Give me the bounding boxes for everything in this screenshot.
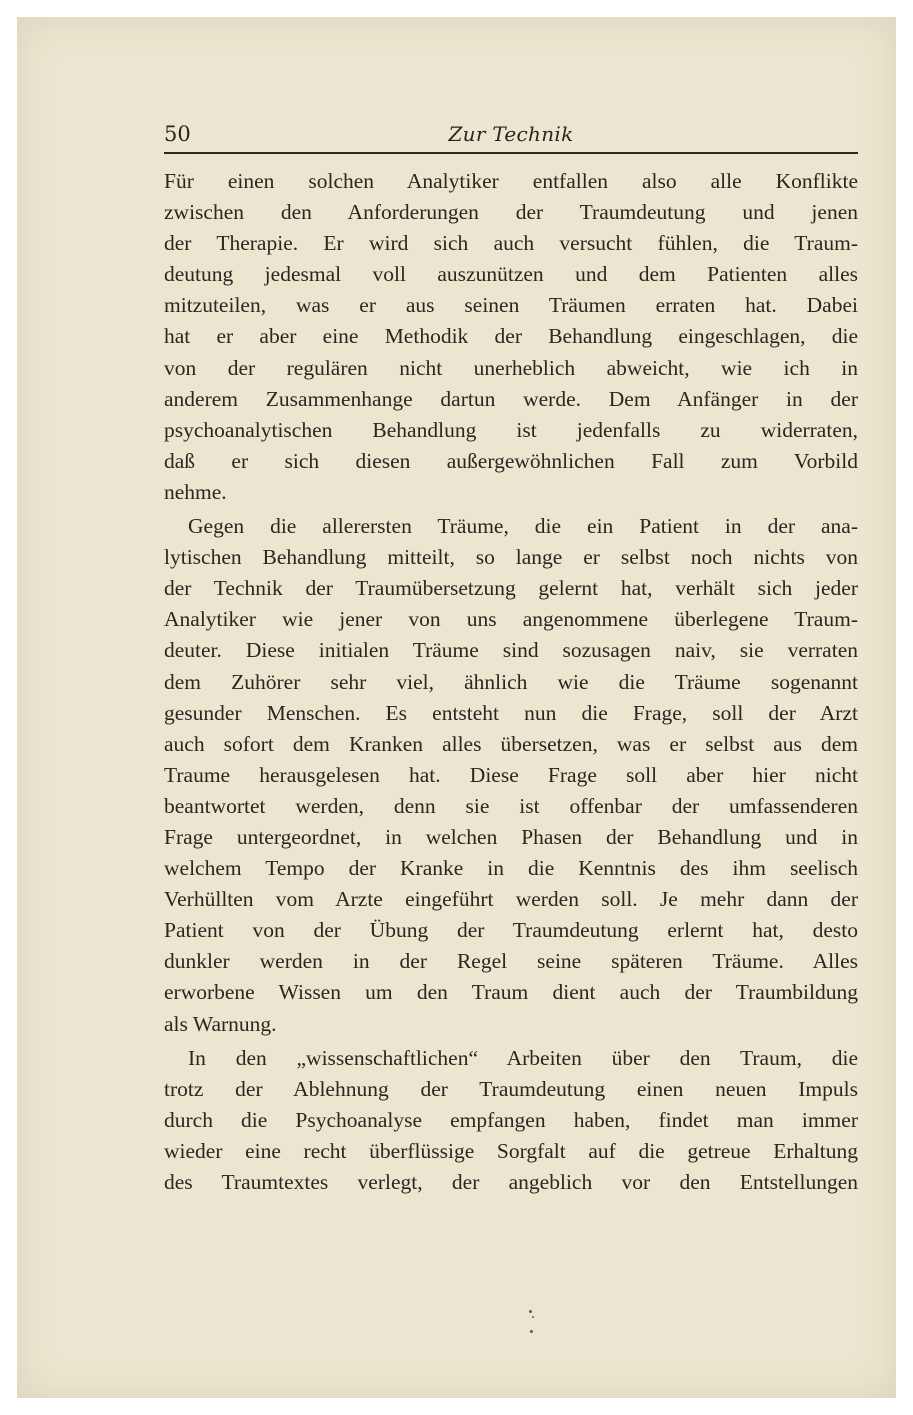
running-title: Zur Technik: [448, 122, 574, 146]
text-line: lytischen Behandlung mitteilt, so lange er selbst noch nichts von: [164, 545, 858, 570]
header-rule: [164, 152, 858, 154]
page-number: 50: [164, 122, 191, 146]
speck: [529, 1310, 532, 1313]
text-line: des Traumtextes verlegt, der angeblich vor den Entstellungen: [164, 1170, 858, 1194]
speck: [530, 1330, 533, 1333]
text-line: mitzuteilen, was er aus seinen Träumen erraten hat. Dabei: [164, 293, 858, 318]
speck: [532, 1316, 534, 1318]
paragraph-3: [164, 1043, 858, 1198]
text-line: deutung jedesmal voll auszunützen und dem Patienten alles: [164, 262, 858, 287]
text-line: als Warnung.: [164, 1011, 277, 1036]
text-line: der Technik der Traumübersetzung gelernt hat, verhält sich jeder: [164, 576, 858, 601]
text-line: anderem Zusammenhange dartun werde. Dem Anfänger in der: [164, 386, 858, 411]
paragraph-2: [164, 511, 858, 1040]
text-line: daß er sich diesen außergewöhnlichen Fall zum Vorbild: [164, 448, 858, 473]
text-line: Frage untergeordnet, in welchen Phasen der Behandlung und in: [164, 824, 858, 849]
text-line: auch sofort dem Kranken alles übersetzen, was er selbst aus dem: [164, 731, 858, 756]
text-line: Patient von der Übung der Traumdeutung erlernt hat, desto: [164, 918, 858, 943]
page-header: [164, 122, 858, 152]
print-specks: [529, 1310, 537, 1336]
paragraph-1: [164, 166, 858, 508]
text-line: erworbene Wissen um den Traum dient auch der Traumbildung: [164, 980, 858, 1005]
text-line: zwischen den Anforderungen der Traumdeutung und jenen: [164, 200, 858, 225]
text-line: nehme.: [164, 479, 227, 504]
body-text: [164, 166, 858, 1198]
text-line: wieder eine recht überflüssige Sorgfalt auf die getreue Erhaltung: [164, 1138, 858, 1163]
text-line: von der regulären nicht unerheblich abweicht, wie ich in: [164, 355, 858, 380]
text-line: psychoanalytischen Behandlung ist jedenfalls zu widerraten,: [164, 417, 858, 442]
text-line: der Therapie. Er wird sich auch versucht fühlen, die Traum-: [164, 231, 858, 256]
text-line: Traume herausgelesen hat. Diese Frage soll aber hier nicht: [164, 762, 858, 787]
text-line: Für einen solchen Analytiker entfallen also alle Konflikte: [164, 169, 858, 193]
text-line: Gegen die allerersten Träume, die ein Patient in der ana-: [188, 514, 858, 539]
text-line: durch die Psychoanalyse empfangen haben, findet man immer: [164, 1107, 858, 1132]
text-line: dem Zuhörer sehr viel, ähnlich wie die Träume sogenannt: [164, 669, 858, 694]
text-line: gesunder Menschen. Es entsteht nun die Frage, soll der Arzt: [164, 700, 858, 725]
text-line: dunkler werden in der Regel seine späteren Träume. Alles: [164, 949, 858, 974]
text-line: beantwortet werden, denn sie ist offenbar der umfassenderen: [164, 793, 858, 818]
text-line: trotz der Ablehnung der Traumdeutung einen neuen Impuls: [164, 1076, 858, 1101]
text-line: deuter. Diese initialen Träume sind sozusagen naiv, sie verraten: [164, 638, 858, 663]
text-line: In den „wissenschaftlichen“ Arbeiten über den Traum, die: [188, 1045, 858, 1070]
text-line: hat er aber eine Methodik der Behandlung eingeschlagen, die: [164, 324, 858, 349]
text-line: welchem Tempo der Kranke in die Kenntnis des ihm seelisch: [164, 856, 858, 881]
text-line: Analytiker wie jener von uns angenommene überlegene Traum-: [164, 607, 858, 632]
text-line: Verhüllten vom Arzte eingeführt werden soll. Je mehr dann der: [164, 887, 858, 912]
